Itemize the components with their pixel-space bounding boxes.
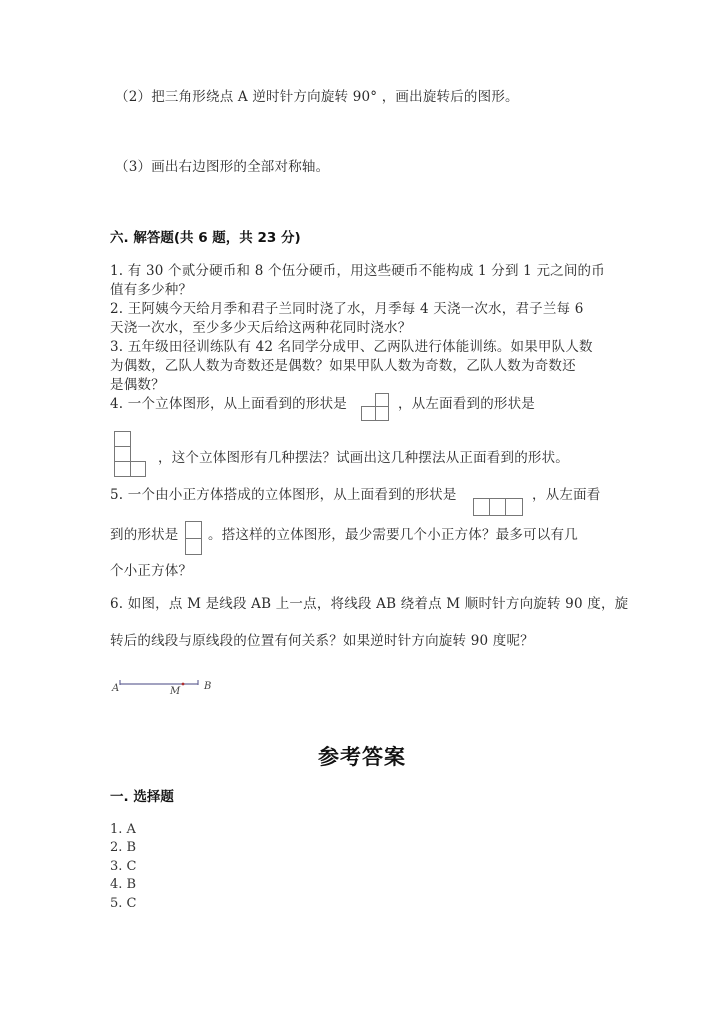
figure-cell [375, 393, 389, 407]
question-6-3-line1: 3. 五年级田径训练队有 42 名同学分成甲、乙两队进行体能训练。如果甲队人数 [110, 339, 593, 355]
q4-left-view-figure [114, 431, 146, 477]
label-a: A [112, 683, 120, 694]
answer-item: 4. B [110, 877, 137, 892]
question-6-5-part4: 。搭这样的立体图形，最少需要几个小正方体？最多可以有几 [208, 527, 578, 543]
question-6-4-part1: 4. 一个立体图形，从上面看到的形状是 [110, 396, 347, 412]
question-6-3-line3: 是偶数？ [110, 377, 165, 393]
answer-item: 1. A [110, 822, 136, 837]
q5-top-view-figure [473, 498, 523, 516]
question-6-2-line2: 天浇一次水，至少多少天后给这两种花同时浇水？ [110, 320, 412, 336]
question-5-2: （2）把三角形绕点 A 逆时针方向旋转 90° ，画出旋转后的图形。 [115, 89, 519, 105]
question-6-1-line2: 值有多少种？ [110, 282, 193, 298]
question-6-5-part2: ，从左面看 [532, 487, 601, 503]
figure-cell [114, 461, 131, 477]
figure-cell [185, 521, 202, 539]
segment-ab-figure [108, 676, 218, 702]
question-6-4-part3: ，这个立体图形有几种摆法？试画出这几种摆法从正面看到的形状。 [158, 450, 569, 466]
figure-cell [185, 538, 202, 555]
question-6-5-part1: 5. 一个由小正方体搭成的立体图形，从上面看到的形状是 [110, 487, 457, 503]
question-5-3: （3）画出右边图形的全部对称轴。 [115, 159, 330, 175]
figure-cell [130, 461, 146, 477]
question-6-5-part3: 到的形状是 [110, 527, 179, 543]
answers-title: 参考答案 [318, 745, 406, 769]
question-6-3-line2: 为偶数，乙队人数为奇数还是偶数？如果甲队人数为奇数，乙队人数为奇数还 [110, 358, 576, 374]
figure-cell [114, 446, 131, 462]
label-m: M [170, 686, 181, 697]
answer-item: 5. C [110, 896, 137, 911]
segment-ab-diagram [108, 676, 218, 702]
question-6-5-part5: 个小正方体？ [110, 563, 193, 579]
figure-cell [473, 498, 490, 516]
question-6-1-line1: 1. 有 30 个贰分硬币和 8 个伍分硬币，用这些硬币不能构成 1 分到 1 元之间的币 [110, 263, 605, 279]
figure-cell [114, 431, 131, 447]
figure-cell [505, 498, 523, 516]
figure-cell [375, 406, 389, 421]
question-6-2-line1: 2. 王阿姨今天给月季和君子兰同时浇了水，月季每 4 天浇一次水，君子兰每 6 [110, 301, 584, 317]
section-6-heading: 六. 解答题(共 6 题，共 23 分) [110, 230, 301, 246]
answer-item: 3. C [110, 859, 137, 874]
q5-left-view-figure [185, 521, 202, 555]
question-6-6-line2: 转后的线段与原线段的位置有何关系？如果逆时针方向旋转 90 度呢？ [110, 633, 534, 649]
figure-cell [361, 406, 376, 421]
q4-top-view-figure [361, 393, 389, 421]
question-6-4-part2: ，从左面看到的形状是 [398, 396, 535, 412]
answer-item: 2. B [110, 840, 137, 855]
question-6-6-line1: 6. 如图，点 M 是线段 AB 上一点，将线段 AB 绕着点 M 顺时针方向旋转 90 度，旋 [110, 596, 629, 612]
label-b: B [204, 681, 212, 692]
answers-section-1-heading: 一. 选择题 [110, 789, 174, 805]
figure-cell [489, 498, 506, 516]
